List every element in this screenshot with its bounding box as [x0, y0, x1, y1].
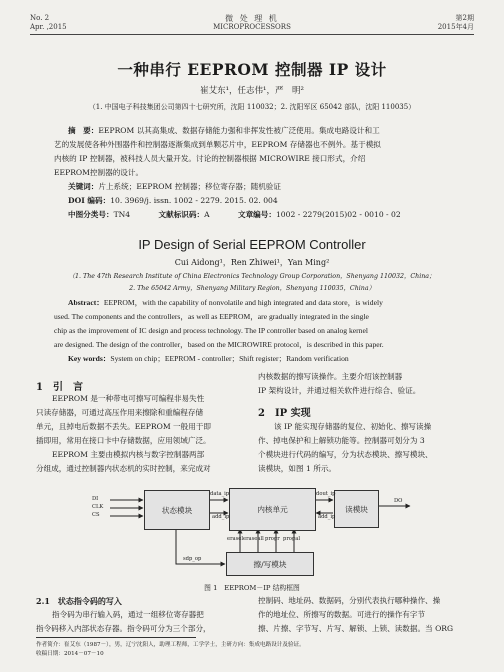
journal-name-cn: 微 处 理 机	[225, 14, 279, 23]
signal-erasel: erasel	[227, 536, 244, 542]
figure-1-diagram	[90, 478, 420, 578]
input-di-label: DI	[92, 496, 99, 502]
keywords-en-label: Key words：	[68, 354, 111, 363]
body-line: IP 架构设计，并通过相关软件进行综合、验证。	[258, 386, 421, 395]
issue-number-cn: 第2期	[455, 14, 474, 22]
section-2-body	[258, 420, 470, 476]
issue-number: No. 2	[30, 14, 50, 22]
journal-name-en: MICROPROCESSORS	[213, 23, 291, 31]
abstract-cn	[54, 124, 452, 222]
body-line: 内核数据的擦写读操作。主要介绍该控制器	[258, 372, 403, 381]
body-line: 个模块进行代码的编写，分为状态模块、擦写模块、	[258, 450, 433, 459]
signal-sdp-op: sdp_op	[183, 556, 202, 562]
body-line: 指令码为串行输入码，通过一组移位寄存器把	[52, 610, 204, 619]
section-2-heading: 2 IP 实现	[258, 408, 311, 419]
kernel-unit-box: 内核单元	[229, 488, 316, 531]
body-line: 读模块，如图 1 所示。	[258, 464, 337, 473]
keywords-cn: 片上系统；EEPROM 控制器；移位寄存器；随机验证	[98, 182, 281, 191]
received-date: 收稿日期：2014－07－10	[36, 651, 104, 657]
section-1-body	[36, 392, 248, 476]
clc-value: TN4	[113, 210, 131, 219]
signal-progal: progal	[283, 536, 300, 542]
abstract-en	[54, 296, 452, 366]
footnote	[36, 641, 476, 659]
affiliation-en-1: （1. The 47th Research Institute of China Electronics Technology Group Corporation，Shenyang 110032，China；	[68, 273, 436, 280]
page-title: 一种串行 EEPROM 控制器 IP 设计	[117, 60, 387, 79]
authors-en: Cui Aidong¹，Ren Zhiwei¹，Yan Ming²	[174, 258, 330, 267]
section-1-continued	[258, 370, 470, 398]
write-module-box: 擦/写模块	[226, 552, 314, 576]
english-title: IP Design of Serial EEPROM Controller	[138, 237, 366, 252]
abstract-en-line: are designed. The design of the controller，based on the MICROWIRE protocol，is described in this paper.	[54, 340, 384, 349]
figure-1-caption: 图 1 EEPROM－IP 结构框图	[204, 584, 300, 592]
section-2-1-body-right	[258, 594, 470, 636]
signal-eraseall: eraseall	[243, 536, 264, 542]
abstract-cn-label: 摘 要：	[68, 126, 99, 135]
body-line: 分组成，通过控制器内状态机的实时控制，来完成对	[36, 464, 211, 473]
issue-date: Apr. ,2015	[30, 23, 67, 31]
footnote-rule	[36, 637, 196, 638]
read-module-box: 读模块	[334, 490, 379, 528]
body-line: 该 IP 能实现存储器的复位、初始化、擦写读操	[274, 422, 432, 431]
body-line: 作的地址位、所擦写的数据。可进行的操作有字节	[258, 610, 426, 619]
section-2-1-body-left	[36, 608, 248, 636]
abstract-en-line: used. The components and the controllers，as well as EEPROM，are gradually integrated in the single	[54, 312, 369, 321]
keywords-cn-label: 关键词：	[68, 182, 99, 191]
abstract-en-line: EEPROM，with the capability of nonvolatile and high integrated and data store，is widely	[103, 298, 383, 307]
signal-add-ip-1: add_ip	[212, 514, 230, 520]
signal-progr: progr	[265, 536, 280, 542]
affiliation-en-2: 2. The 65042 Army，Shenyang Military Region，Shenyang 110035，China）	[129, 285, 375, 292]
abstract-cn-line: EEPROM控制器的设计。	[54, 168, 144, 177]
body-line: 作、掉电保护和上解锁功能等。控制器可划分为 3	[258, 436, 425, 445]
body-line: 单元，且掉电后数据不丢失。EEPROM 一般用于即	[36, 422, 212, 431]
section-1-heading: 1 引 言	[36, 382, 83, 393]
body-line: EEPROM 是一种带电可擦写可编程非易失性	[52, 394, 205, 403]
author-bio: 作者简介：崔艾东（1987－），男，辽宁沈阳人，助理工程师，工学学士，主研方向：集成电路设计及验证。	[36, 642, 305, 648]
abstract-cn-line: 艺的发展使各种外围器件和控制器逐渐集成到单颗芯片中，EEPROM 存储器也不例外。基于模拟	[54, 140, 381, 149]
body-line: EEPROM 主要由模拟内核与数字控制器两部	[52, 450, 205, 459]
abstract-en-line: chip as the improvement of IC design and process technology. The IP controller based on analog kernel	[54, 326, 368, 335]
abstract-cn-line: EEPROM 以其高集成、数据存储能力强和非挥发性被广泛使用。集成电路设计和工	[98, 126, 380, 135]
abstract-cn-line: 内核的 IP 控制器，被科技人员大量开发。讨论的控制器根据 MICROWIRE 接口形式，介绍	[54, 154, 366, 163]
signal-data-ip: data_ip	[210, 491, 230, 497]
article-no-value: 1002 - 2279(2015)02 - 0010 - 02	[275, 210, 401, 219]
body-line: 擦、片擦、字节写、片写、解锁、上锁、读数据。当 ORG	[258, 624, 454, 633]
article-no-label: 文章编号：	[238, 210, 276, 219]
journal-issue-cn	[438, 14, 474, 32]
input-clk-label: CLK	[92, 504, 104, 510]
state-module-box: 状态模块	[144, 490, 210, 530]
doi-label: DOI 编码：	[68, 196, 111, 205]
doc-code-label: 文献标识码：	[158, 210, 205, 219]
journal-name	[0, 14, 504, 32]
body-line: 只读存储器，可通过高压作用来擦除和重编程存储	[36, 408, 204, 417]
abstract-en-label: Abstract：	[68, 298, 104, 307]
header-rule	[30, 34, 474, 35]
doc-code-value: A	[204, 210, 210, 219]
input-cs-label: CS	[92, 512, 100, 518]
body-line: 控制码、地址码、数据码，分别代表执行哪种操作、操	[258, 596, 441, 605]
keywords-en: System on chip；EEPROM - controller；Shift register；Random verification	[110, 354, 349, 363]
body-line: 插即用，常用在接口卡中存储数据，应用领域广泛。	[36, 436, 211, 445]
section-2-1-heading: 2.1 状态指令码的写入	[36, 596, 122, 606]
body-line: 指令码移入内部状态存器。指令码可分为三个部分，	[36, 624, 211, 633]
signal-add-ip-2: add_ip	[318, 514, 336, 520]
issue-date-cn: 2015年4月	[437, 23, 474, 31]
doi-value: 10. 3969/j. issn. 1002 - 2279. 2015. 02. 004	[110, 196, 278, 205]
clc-label: 中图分类号：	[68, 210, 114, 219]
authors-cn: 崔艾东¹，任志伟¹，严 明²	[200, 86, 304, 96]
affiliation-cn: （1. 中国电子科技集团公司第四十七研究所，沈阳 110032；2. 沈阳军区 65042 部队，沈阳 110035）	[88, 103, 416, 111]
signal-dout-ip: dout_ip	[316, 491, 336, 497]
output-do-label: DO	[394, 498, 403, 504]
